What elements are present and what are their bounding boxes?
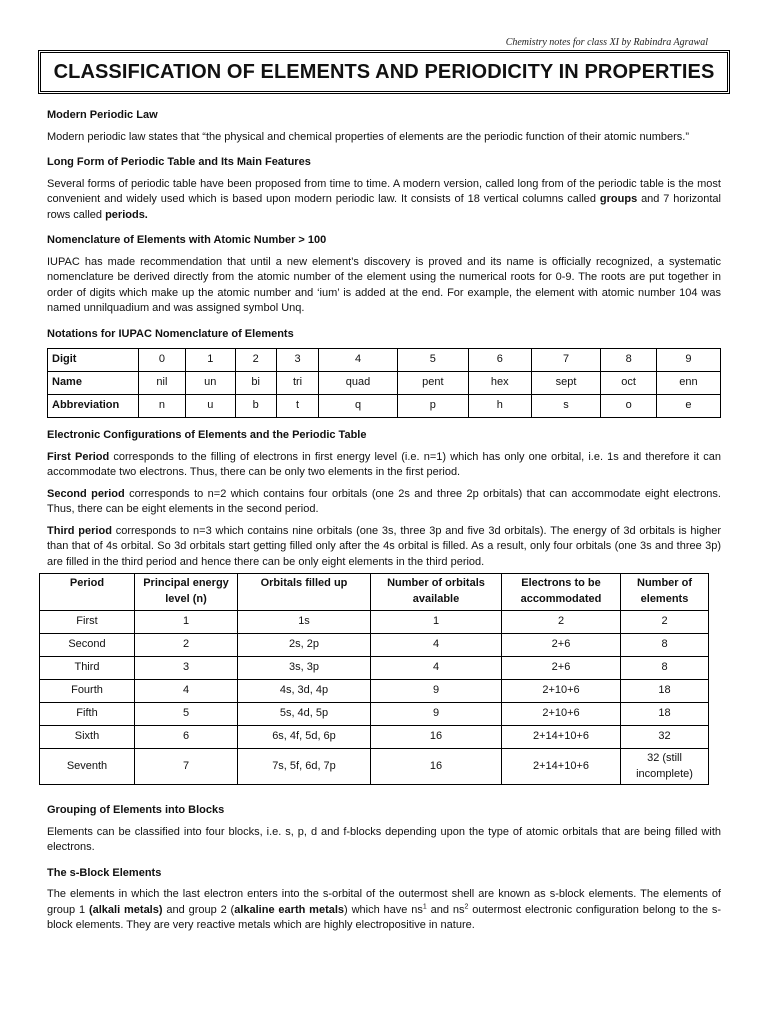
bold-term: periods. [105, 208, 148, 221]
table-cell: 2+14+10+6 [502, 749, 621, 785]
table-cell: 18 [621, 680, 709, 703]
row-label: Name [48, 372, 139, 395]
section-heading: Long Form of Periodic Table and Its Main Features [47, 156, 311, 168]
table-cell: pent [397, 372, 468, 395]
table-row [48, 349, 721, 372]
table-row [40, 726, 709, 749]
table-row [40, 749, 709, 785]
table-cell: 16 [371, 749, 502, 785]
table-cell: 8 [621, 657, 709, 680]
table-cell: 5 [397, 349, 468, 372]
table-cell: Fifth [40, 703, 135, 726]
text-run: The elements in which the last electron enters into the s-orbital of the outermost shell are known as s-block elements. The elements of group 1 [47, 888, 721, 916]
paragraph [47, 450, 721, 481]
table-cell: 3 [135, 657, 238, 680]
table-cell: 1s [238, 611, 371, 634]
text-run: outermost electronic configuration belong to the s-block elements. They are very reactive metals which are highly electropositive in nature. [47, 903, 721, 931]
table-cell: Sixth [40, 726, 135, 749]
table-cell: 7 [531, 349, 601, 372]
table-cell: First [40, 611, 135, 634]
paragraph: Modern periodic law states that “the physical and chemical properties of elements are the periodic function of their atomic numbers.” [47, 130, 689, 143]
row-label: Abbreviation [48, 395, 139, 418]
section-s-block [47, 866, 721, 934]
section-modern-periodic-law [47, 108, 721, 145]
table-cell: oct [601, 372, 656, 395]
table-cell: 1 [371, 611, 502, 634]
superscript: 2 [464, 902, 469, 910]
table-cell: 9 [656, 349, 720, 372]
bold-term: Third period [47, 524, 112, 537]
content [47, 108, 721, 944]
table-cell: 32 [621, 726, 709, 749]
table-cell: 2+6 [502, 634, 621, 657]
table-cell: h [468, 395, 531, 418]
column-header: Orbitals filled up [238, 574, 371, 611]
table-cell: s [531, 395, 601, 418]
table-cell: 8 [601, 349, 656, 372]
table-cell: 18 [621, 703, 709, 726]
table-cell: 7s, 5f, 6d, 7p [238, 749, 371, 785]
bold-term: groups [599, 193, 638, 205]
table-cell: 3s, 3p [238, 657, 371, 680]
table-cell: e [656, 395, 720, 418]
text-run: and ns [426, 903, 465, 916]
row-label: Digit [48, 349, 139, 372]
bold-term: First Period [47, 450, 110, 463]
column-header: Number of orbitals available [371, 574, 502, 611]
table-cell: n [139, 395, 186, 418]
section-heading: Nomenclature of Elements with Atomic Number > 100 [47, 234, 327, 246]
title-box [38, 50, 730, 94]
paragraph [47, 887, 721, 934]
table-cell: b [235, 395, 276, 418]
text-run: and group 2 ( [162, 903, 235, 916]
table-row [48, 395, 721, 418]
table-cell: 2s, 2p [238, 634, 371, 657]
table-cell: 4s, 3d, 4p [238, 680, 371, 703]
bold-term: Second period [47, 487, 125, 500]
table-cell: 9 [371, 680, 502, 703]
text-run: corresponds to n=3 which contains nine orbitals (one 3s, three 3p and five 3d orbitals). The energy of 3d orbitals is higher than that of 4s orbital. So 3d orbitals start getting filled only after the 4s orbital is filled. As a result, only four orbitals (one 3s and three 3p) are filled in the third period and hence there can be only eight elements in the third period. [47, 524, 721, 568]
section-heading: The s-Block Elements [47, 866, 162, 879]
section-heading: Notations for IUPAC Nomenclature of Elements [47, 327, 294, 340]
table-cell: Third [40, 657, 135, 680]
paragraph [47, 524, 721, 571]
periods-table [39, 573, 709, 785]
table-cell: o [601, 395, 656, 418]
table-row [40, 611, 709, 634]
table-cell: 2+10+6 [502, 703, 621, 726]
page-title: CLASSIFICATION OF ELEMENTS AND PERIODICITY IN PROPERTIES [53, 60, 715, 83]
section-nomenclature [47, 233, 721, 317]
table-cell: 2+10+6 [502, 680, 621, 703]
table-cell: 4 [371, 657, 502, 680]
table-cell: tri [276, 372, 319, 395]
table-cell: 6 [468, 349, 531, 372]
table-cell: 2+14+10+6 [502, 726, 621, 749]
paragraph: IUPAC has made recommendation that until a new element’s discovery is proved and its name is officially recognized, a systematic nomenclature be derived directly from the atomic number of the element using the numerical roots for 0-9. The roots are put together in order of digits which make up the atomic number and ‘ium’ is added at the end. For example, the element with atomic number 104 was named unnilquadium and was assigned symbol Unq. [47, 255, 721, 314]
table-cell: hex [468, 372, 531, 395]
table-cell: 0 [139, 349, 186, 372]
text-run: corresponds to n=2 which contains four orbitals (one 2s and three 2p orbitals) that can accommodate eight electrons. Thus, there can be eight elements in the second period. [47, 487, 721, 515]
table-cell: 7 [135, 749, 238, 785]
text-run: ) which have ns [344, 903, 423, 916]
table-cell: 4 [371, 634, 502, 657]
table-cell: 9 [371, 703, 502, 726]
column-header: Principal energy level (n) [135, 574, 238, 611]
table-cell: 2 [235, 349, 276, 372]
section-heading: Grouping of Elements into Blocks [47, 804, 225, 816]
table-row [40, 680, 709, 703]
text-run: corresponds to the filling of electrons in first energy level (i.e. n=1) which has only one orbital, i.e. 1s and therefore it can accommodate two electrons. Thus, there can be only two elements in the first period. [47, 450, 721, 478]
table-cell: 6 [135, 726, 238, 749]
section-heading: Electronic Configurations of Elements and the Periodic Table [47, 429, 367, 441]
section-electronic-configurations [47, 428, 721, 785]
table-cell: bi [235, 372, 276, 395]
table-cell: 6s, 4f, 5d, 6p [238, 726, 371, 749]
section-blocks [47, 803, 721, 856]
table-row [40, 634, 709, 657]
paragraph [47, 177, 721, 224]
table-cell: Fourth [40, 680, 135, 703]
table-cell: 4 [135, 680, 238, 703]
section-iupac-notations [47, 327, 721, 419]
table-row [48, 372, 721, 395]
table-cell: 2+6 [502, 657, 621, 680]
table-cell: 1 [135, 611, 238, 634]
table-cell: q [319, 395, 397, 418]
text-run: and 7 horizontal rows called [47, 193, 721, 221]
table-cell: 2 [621, 611, 709, 634]
column-header: Number of elements [621, 574, 709, 611]
header-note: Chemistry notes for class XI by Rabindra Agrawal [505, 37, 708, 48]
text-run: Several forms of periodic table have been proposed from time to time. A modern version, called long from of the periodic table is the most convenient and widely used which is based upon modern periodic law. It consists of 18 vertical columns called [47, 177, 721, 205]
table-cell: 2 [502, 611, 621, 634]
table-cell: t [276, 395, 319, 418]
table-cell: 1 [185, 349, 235, 372]
paragraph [47, 487, 721, 518]
table-cell: enn [656, 372, 720, 395]
table-cell: 4 [319, 349, 397, 372]
table-header-row [40, 574, 709, 611]
bold-term: alkaline earth metals [234, 903, 345, 916]
table-cell: sept [531, 372, 601, 395]
table-cell: u [185, 395, 235, 418]
table-cell: 2 [135, 634, 238, 657]
column-header: Electrons to be accommodated [502, 574, 621, 611]
table-cell: 16 [371, 726, 502, 749]
table-row [40, 703, 709, 726]
table-cell: 32 (still incomplete) [621, 749, 709, 785]
table-cell: un [185, 372, 235, 395]
iupac-table [47, 348, 721, 418]
section-heading: Modern Periodic Law [47, 109, 158, 121]
superscript: 1 [422, 902, 427, 910]
section-long-form [47, 155, 721, 223]
table-cell: nil [139, 372, 186, 395]
bold-term: (alkali metals) [88, 903, 163, 916]
table-row [40, 657, 709, 680]
table-cell: Seventh [40, 749, 135, 785]
table-cell: quad [319, 372, 397, 395]
table-cell: 3 [276, 349, 319, 372]
table-cell: p [397, 395, 468, 418]
paragraph: Elements can be classified into four blocks, i.e. s, p, d and f-blocks depending upon the type of atomic orbitals that are being filled with electrons. [47, 825, 721, 853]
column-header: Period [40, 574, 135, 611]
table-cell: 5 [135, 703, 238, 726]
table-cell: 8 [621, 634, 709, 657]
table-cell: 5s, 4d, 5p [238, 703, 371, 726]
table-cell: Second [40, 634, 135, 657]
